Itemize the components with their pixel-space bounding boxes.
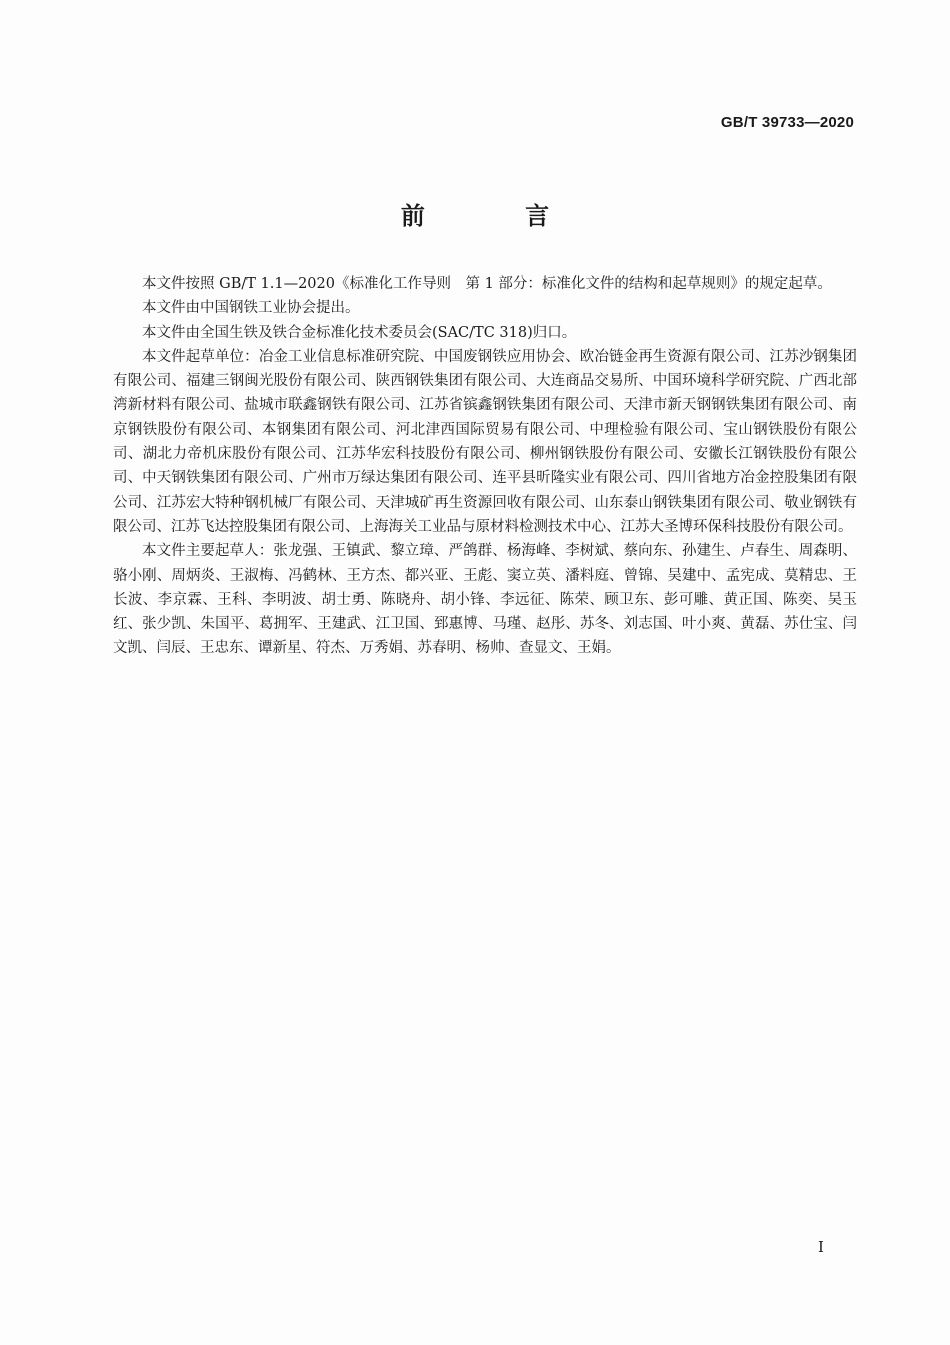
page-title: 前 言 (400, 202, 596, 230)
standard-number: GB/T 39733—2020 (720, 114, 854, 131)
paragraph-drafters: 本文件主要起草人：张龙强、王镇武、黎立璋、严鸽群、杨海峰、李树斌、蔡向东、孙建生、卢春生、周森明、骆小刚、周炳炎、王淑梅、冯鹤林、王方杰、都兴亚、王彪、窦立英、潘料庭、曾锦、吴建中、孟宪成、莫精忠、王长波、李京霖、王科、李明波、胡士勇、陈晓舟、胡小锋、李远征、陈荣、顾卫东、彭可雕、黄正国、陈奕、吴玉红、张少凯、朱国平、葛拥军、王建武、江卫国、郅惠博、马瑾、赵彤、苏冬、刘志国、叶小爽、黄磊、苏仕宝、闫文凯、闫辰、王忠东、谭新星、符杰、万秀娟、苏春明、杨帅、查显文、王娟。 (113, 543, 857, 657)
paragraph-drafting-units: 本文件起草单位：冶金工业信息标准研究院、中国废钢铁应用协会、欧冶链金再生资源有限公司、江苏沙钢集团有限公司、福建三钢闽光股份有限公司、陕西钢铁集团有限公司、大连商品交易所、中国环境科学研究院、广西北部湾新材料有限公司、盐城市联鑫钢铁有限公司、江苏省镔鑫钢铁集团有限公司、天津市新天钢钢铁集团有限公司、南京钢铁股份有限公司、本钢集团有限公司、河北津西国际贸易有限公司、中理检验有限公司、宝山钢铁股份有限公司、湖北力帝机床股份有限公司、江苏华宏科技股份有限公司、柳州钢铁股份有限公司、安徽长江钢铁股份有限公司、中天钢铁集团有限公司、广州市万绿达集团有限公司、连平县昕隆实业有限公司、四川省地方冶金控股集团有限公司、江苏宏大特种钢机械厂有限公司、天津城矿再生资源回收有限公司、山东泰山钢铁集团有限公司、敬业钢铁有限公司、江苏飞达控股集团有限公司、上海海关工业品与原材料检测技术中心、江苏大圣博环保科技股份有限公司。 (113, 348, 857, 535)
page-number: I (818, 1238, 824, 1256)
paragraph-committee: 本文件由全国生铁及铁合金标准化技术委员会(SAC/TC 318)归口。 (142, 324, 577, 341)
paragraph-drafting-rules: 本文件按照 GB/T 1.1—2020《标准化工作导则 第 1 部分：标准化文件的结构和起草规则》的规定起草。 (142, 276, 832, 292)
paragraph-proposer: 本文件由中国钢铁工业协会提出。 (142, 300, 360, 317)
foreword-body (113, 272, 857, 661)
